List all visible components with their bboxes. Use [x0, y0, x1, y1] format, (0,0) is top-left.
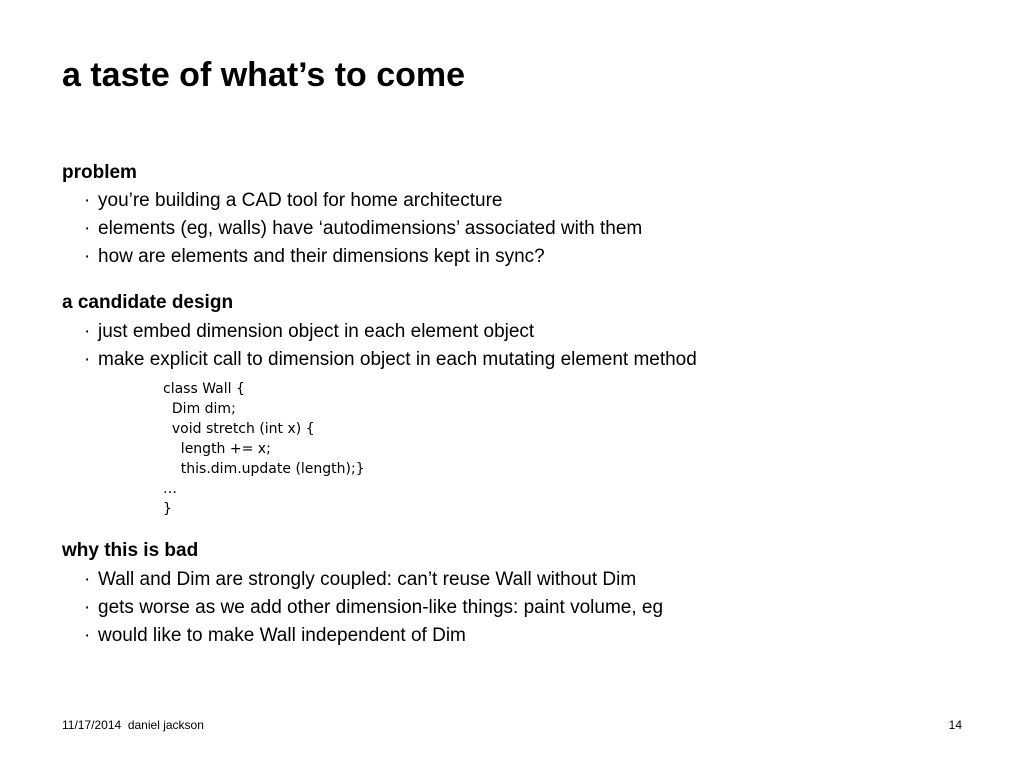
bullet-text: how are elements and their dimensions kept in sync?: [98, 246, 545, 267]
bullet-item: [84, 624, 466, 648]
section-heading-problem: problem: [62, 162, 137, 183]
bullet-text: you’re building a CAD tool for home architecture: [98, 190, 503, 211]
section-heading-candidate-design: a candidate design: [62, 292, 234, 313]
bullet-item: [84, 189, 502, 213]
bullet-dot: ·: [84, 246, 91, 267]
bullet-dot: ·: [84, 569, 91, 590]
bullet-item: [84, 568, 636, 592]
bullet-dot: ·: [84, 190, 91, 211]
bullet-item: [84, 217, 642, 241]
bullet-item: [84, 348, 697, 372]
bullet-item: [84, 596, 663, 620]
code-line: }: [163, 501, 172, 517]
code-line: …: [163, 481, 177, 497]
section-heading-why-bad: why this is bad: [62, 540, 199, 561]
code-line: Dim dim;: [163, 401, 236, 417]
bullet-text: Wall and Dim are strongly coupled: can’t reuse Wall without Dim: [98, 569, 637, 590]
code-block: [163, 379, 365, 519]
code-line: class Wall {: [163, 381, 245, 397]
bullet-item: [84, 245, 545, 269]
bullet-text: just embed dimension object in each element object: [98, 321, 535, 342]
footer-date-author: 11/17/2014 daniel jackson: [62, 718, 204, 732]
bullet-text: make explicit call to dimension object in each mutating element method: [98, 349, 697, 370]
bullet-dot: ·: [84, 218, 91, 239]
page-number: 14: [948, 718, 962, 732]
bullet-dot: ·: [84, 321, 91, 342]
code-line: length += x;: [163, 441, 271, 457]
slide-title: a taste of what’s to come: [62, 56, 466, 94]
code-line: this.dim.update (length);}: [163, 461, 365, 477]
bullet-dot: ·: [84, 597, 91, 618]
bullet-text: would like to make Wall independent of Dim: [98, 625, 466, 646]
code-line: void stretch (int x) {: [163, 421, 315, 437]
bullet-text: elements (eg, walls) have ‘autodimensions’ associated with them: [98, 218, 643, 239]
bullet-text: gets worse as we add other dimension-like things: paint volume, eg: [98, 597, 664, 618]
bullet-dot: ·: [84, 349, 91, 370]
bullet-item: [84, 320, 534, 344]
bullet-dot: ·: [84, 625, 91, 646]
